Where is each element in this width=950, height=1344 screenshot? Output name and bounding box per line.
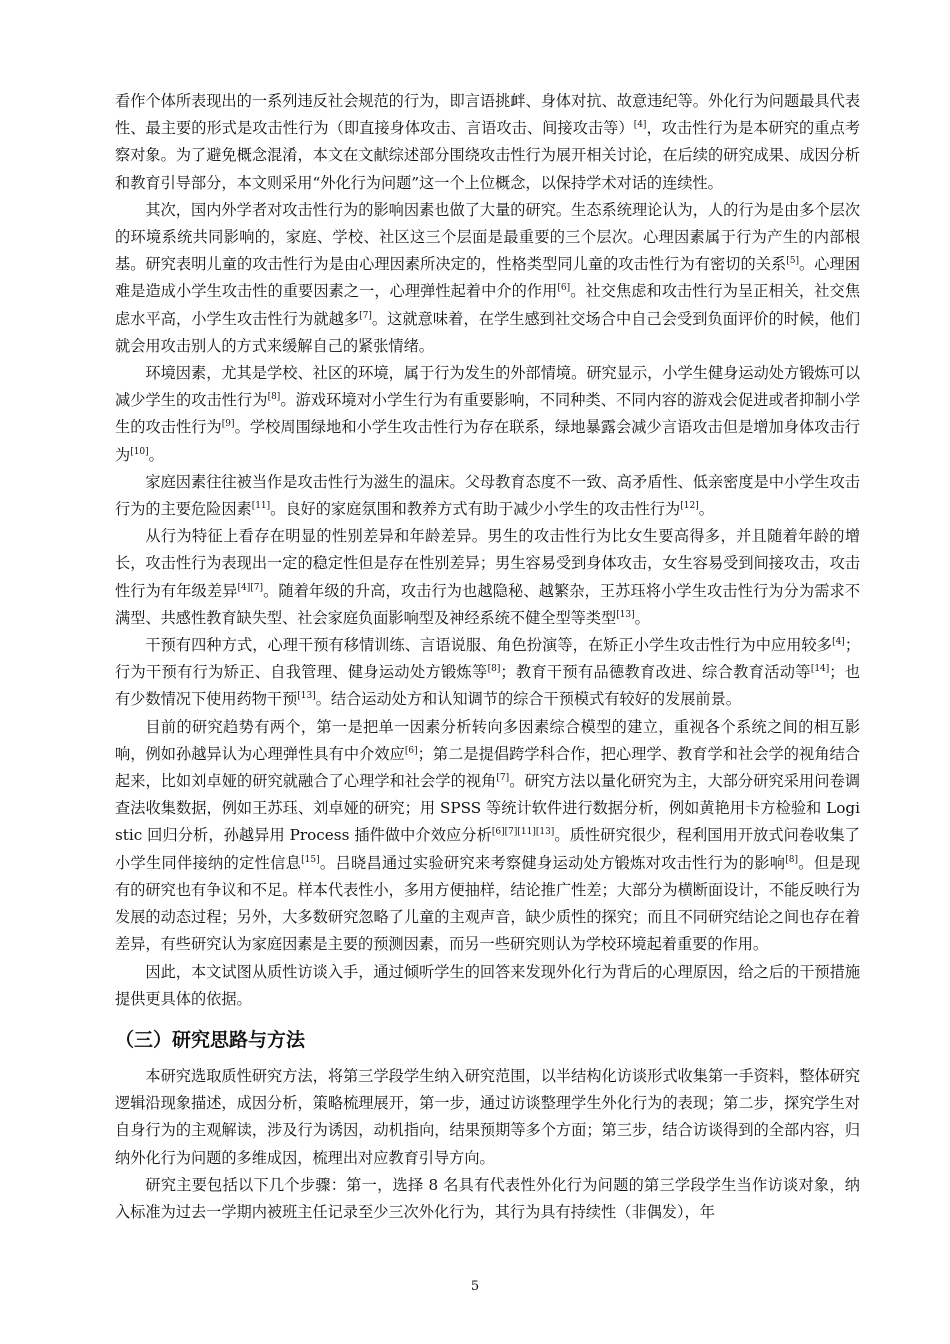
text-run: 本研究选取质性研究方法，将第三学段学生纳入研究范围，以半结构化访谈形式收集第一手资料，整体研究逻辑沿现象描述，成因分析，策略梳理展开，第一步，通过访谈整理学生外化行为的表现；第二步，探究学生对自身行为的主观解读，涉及行为诱因，动机指向，结果预期等多个方面；第三步，结合访谈得到的全部内容，归纳外化行为问题的多维成因，梳理出对应教育引导方向。 — [115, 1066, 860, 1167]
text-run: 干预有四种方式，心理干预有移情训练、言语说服、角色扮演等，在矫正小学生攻击性行为中应用较多 — [145, 636, 833, 655]
text-run: ；教育干预有品德教育改进、综合教育活动等 — [500, 663, 811, 682]
citation-marker: [15] — [301, 854, 320, 865]
text-run: 因此，本文试图从质性访谈入手，通过倾听学生的回答来发现外化行为背后的心理原因，给之后的干预措施提供更具体的依据。 — [115, 962, 860, 1008]
paragraph — [115, 959, 860, 1013]
text-run: ，攻击性行为是本研究的重点考察对象。为了避免概念混淆，本文在文献综述部分围绕攻击性行为展开相关讨论，在后续的研究成果、成因分析和教育引导部分，本文则采用“外化行为问题”这一个上位概念，以保持学术对话的连续性。 — [115, 119, 861, 192]
text-run: ；第二是提倡跨学科合作，把心理学、教育学和社会学的视角结合起来，比如刘卓娅的研究就融合了心理学和社会学的视角 — [115, 744, 861, 791]
citation-marker: [7] — [496, 773, 510, 784]
citation-marker: [12] — [680, 500, 699, 511]
text-run: 研究主要包括以下几个步骤：第一，选择 8 名具有代表性外化行为问题的第三学段学生当作访谈对象，纳入标准为过去一学期内被班主任记录至少三次外化行为，其行为具有持续性（非偶发），年 — [115, 1175, 860, 1221]
text-run: 。游戏环境对小学生行为有重要影响，不同种类、不同内容的游戏会促进或者抑制小学生的攻击性行为 — [115, 391, 861, 437]
text-run: ；也有少数情况下使用药物干预 — [115, 663, 861, 709]
citation-marker: [8] — [267, 392, 281, 403]
citation-marker: [8] — [487, 664, 501, 675]
text-run: 。研究方法以量化研究为主，大部分研究采用问卷调查法收集数据，例如王苏珏、刘卓娅的研究；用 SPSS 等统计软件进行数据分析，例如黄艳用卡方检验和 Logistic 回归分析，孙越异用 Process 插件做中介效应分析 — [115, 772, 861, 845]
text-run: 环境因素，尤其是学校、社区的环境，属于行为发生的外部情境。研究显示，小学生健身运动处方锻炼可以减少学生的攻击性行为 — [115, 364, 860, 410]
text-run: 。社交焦虑和攻击性行为呈正相关，社交焦虑水平高，小学生攻击性行为就越多 — [115, 282, 861, 328]
text-run: 。这就意味着，在学生感到社交场合中自己会受到负面评价的时候，他们就会用攻击别人的方式来缓解自己的紧张情绪。 — [115, 309, 861, 355]
paragraph — [115, 469, 860, 523]
text-run: 。良好的家庭氛围和教养方式有助于减少小学生的攻击性行为 — [270, 500, 681, 519]
citation-marker: [13] — [616, 609, 635, 620]
text-run: 。 — [148, 445, 164, 464]
citation-marker: [10] — [130, 446, 149, 457]
text-run: 看作个体所表现出的一系列违反社会规范的行为，即言语挑衅、身体对抗、故意违纪等。外化行为问题最具代表性、最主要的形式是攻击性行为（即直接身体攻击、言语攻击、间接攻击等） — [115, 92, 860, 138]
text-run: 。心理困难是造成小学生攻击性的重要因素之一，心理弹性起着中介的作用 — [115, 255, 861, 301]
section-heading: （三）研究思路与方法 — [115, 1028, 306, 1051]
paragraph — [115, 632, 860, 714]
page-body — [115, 88, 860, 1226]
citation-marker: [7] — [359, 310, 372, 321]
paragraph — [115, 1063, 860, 1172]
body-text-after — [115, 1063, 860, 1226]
text-run: 目前的研究趋势有两个，第一是把单一因素分析转向多因素综合模型的建立，重视各个系统之间的相互影响，例如孙越异认为心理弹性具有中介效应 — [115, 717, 860, 763]
citation-marker: [9] — [221, 419, 235, 430]
page-number: 5 — [470, 1279, 480, 1294]
citation-marker: [6] — [557, 283, 571, 294]
text-run: 。质性研究很少，程利国用开放式问卷收集了小学生同伴接纳的定性信息 — [115, 826, 860, 872]
body-text-before — [115, 88, 860, 1013]
text-run: 家庭因素往往被当作是攻击性行为滋生的温床。父母教育态度不一致、高矛盾性、低亲密度是中小学生攻击行为的主要危险因素 — [115, 472, 860, 519]
citation-marker: [6] — [404, 745, 418, 756]
citation-marker: [4][7] — [237, 582, 263, 593]
paragraph — [115, 88, 860, 197]
text-run: 。 — [698, 500, 714, 519]
text-run: 从行为特征上看存在明显的性别差异和年龄差异。男生的攻击性行为比女生要高得多，并且随着年龄的增长，攻击性行为表现出一定的稳定性但是存在性别差异；男生容易受到身体攻击，女生容易受到间接攻击，攻击性行为有年级差异 — [115, 527, 860, 600]
citation-marker: [4] — [832, 637, 845, 647]
citation-marker: [8] — [785, 854, 798, 865]
text-run: 。吕晓昌通过实验研究来考察健身运动处方锻炼对攻击性行为的影响 — [319, 853, 786, 872]
paragraph — [115, 360, 860, 469]
text-run: 。学校周围绿地和小学生攻击性行为存在联系，绿地暴露会减少言语攻击但是增加身体攻击行为 — [115, 418, 861, 464]
citation-marker: [5] — [786, 256, 799, 267]
citation-marker: [14] — [810, 664, 830, 675]
text-run: 。但是现有的研究也有争议和不足。样本代表性小，多用方便抽样，结论推广性差；大部分为横断面设计，不能反映行为发展的动态过程；另外，大多数研究忽略了儿童的主观声音，缺少质性的探究；而且不同研究结论之间也存在着差异，有些研究认为家庭因素是主要的预测因素，而另一些研究则认为学校环境起着重要的作用。 — [115, 853, 861, 954]
text-run: 其次，国内外学者对攻击性行为的影响因素也做了大量的研究。生态系统理论认为，人的行为是由多个层次的环境系统共同影响的，家庭、学校、社区这三个层面是最重要的三个层次。心理因素属于行为产生的内部根基。研究表明儿童的攻击性行为是由心理因素所决定的，性格类型同儿童的攻击性行为有密切的关系 — [115, 200, 860, 274]
paragraph — [115, 523, 860, 632]
text-run: 。 — [634, 608, 650, 627]
paragraph — [115, 714, 860, 959]
text-run: 。随着年级的升高，攻击行为也越隐秘、越繁杂，王苏珏将小学生攻击性行为分为需求不满型、共感性教育缺失型、社会家庭负面影响型及神经系统不健全型等类型 — [115, 581, 861, 627]
paragraph — [115, 197, 860, 360]
text-run: 。结合运动处方和认知调节的综合干预模式有较好的发展前景。 — [315, 690, 741, 709]
citation-marker: [6][7][11][13] — [491, 827, 555, 838]
citation-marker: [11] — [251, 500, 271, 511]
paragraph — [115, 1172, 860, 1226]
citation-marker: [13] — [297, 691, 316, 702]
citation-marker: [4] — [633, 120, 647, 131]
text-run: ；行为干预有行为矫正、自我管理、健身运动处方锻炼等 — [115, 636, 860, 682]
